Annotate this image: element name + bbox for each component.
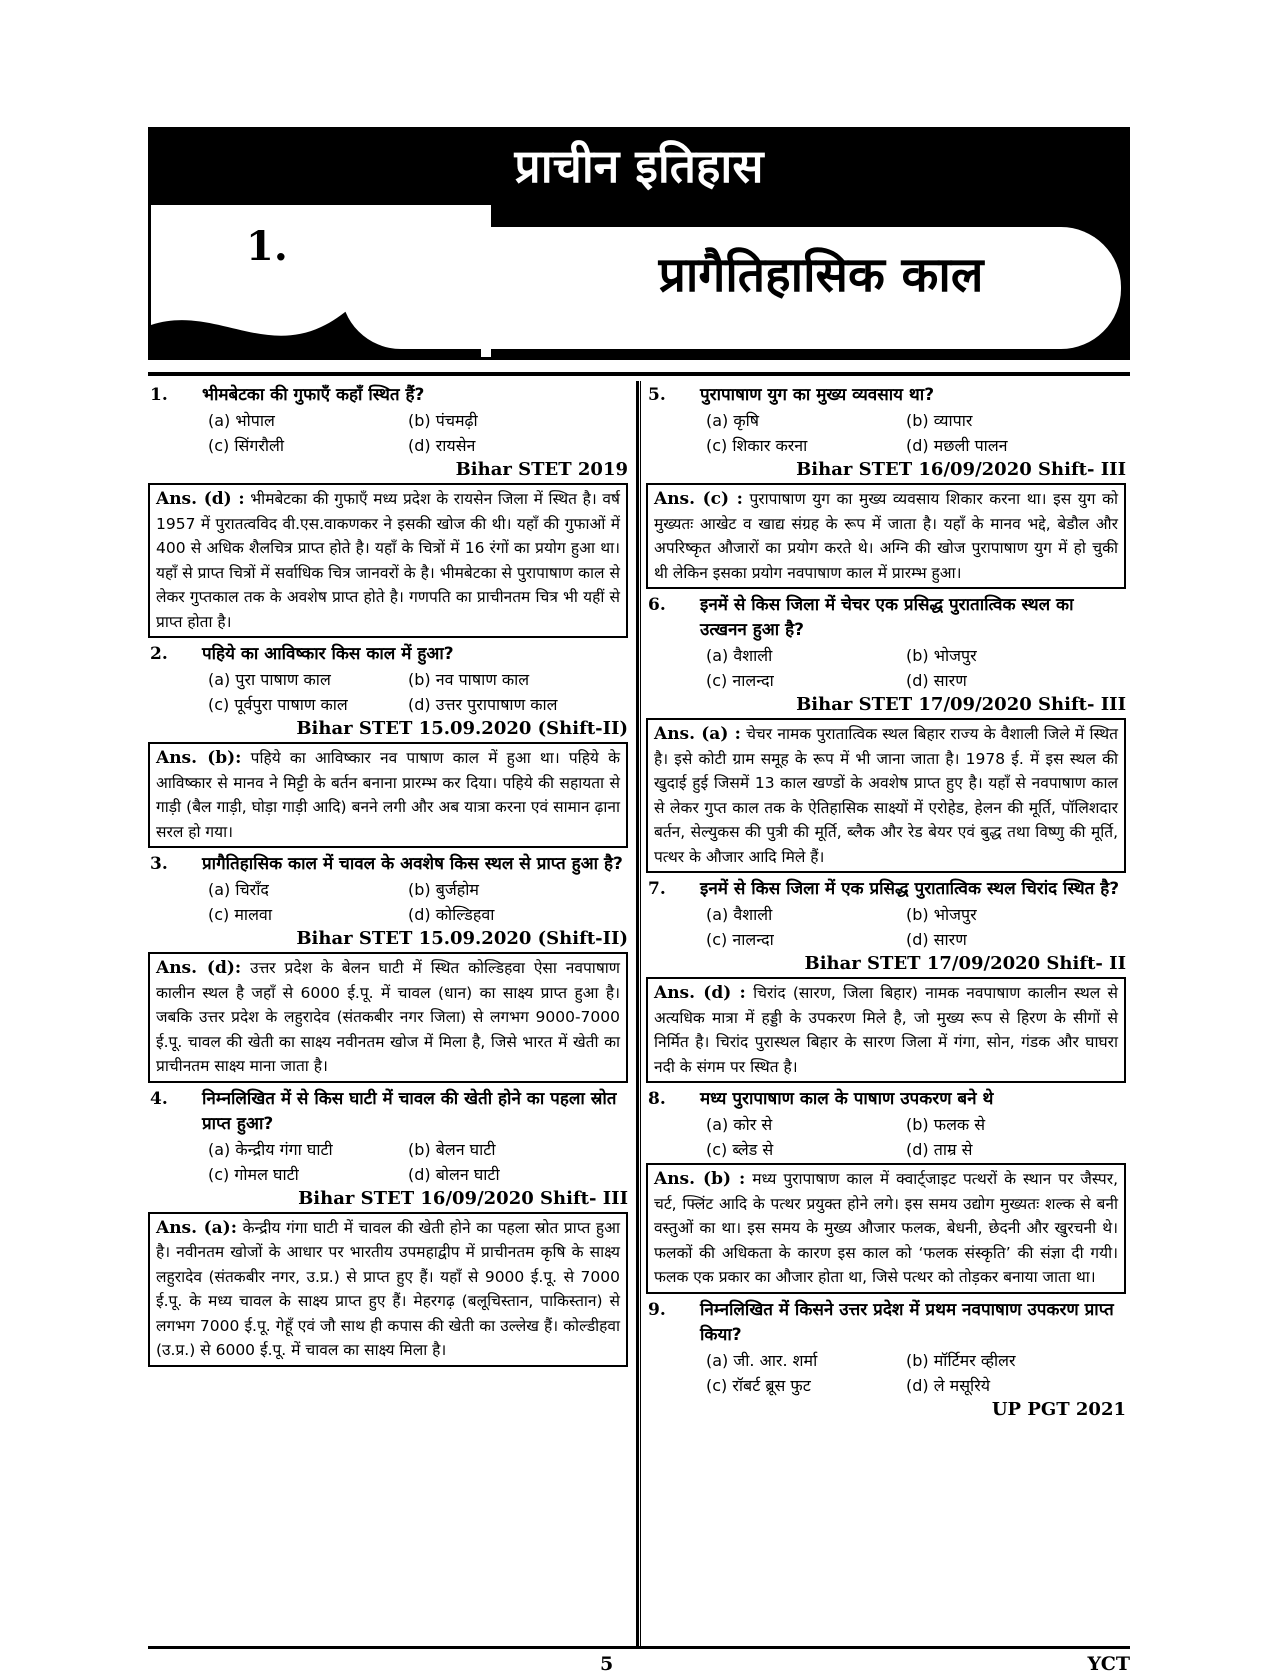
answer-box: Ans. (a) : चेचर नामक पुरातात्विक स्थल बिहार राज्य के वैशाली जिले में स्थित है। इसे कोटी ग्राम समूह के रूप में भी जाना जाता है। 1978 ई. में इस स्थल की खुदाई हुई जिसमें 13 काल खण्डों के अवशेष प्राप्त हुए है। यहाँ से नवपाषाण काल से लेकर गुप्त काल तक के ऐतिहासिक साक्ष्यों में एरोहेड, हेलन की मूर्ति, पॉलिशदार बर्तन, सेल्युकस की पुत्री की मूर्ति, ब्लैक और रेड बेयर एवं बुद्ध तथा विष्णु की मूर्ति, पत्थर के औजार आदि मिले हैं। xyxy=(646,718,1126,873)
bottom-rule xyxy=(148,1646,1130,1649)
chapter-number: 1. xyxy=(246,223,288,270)
top-rule xyxy=(148,372,1130,376)
answer-box: Ans. (b) : मध्य पुरापाषाण काल में क्वार्ट्जाइट पत्थरों के स्थान पर जैस्पर, चर्ट, फ्लिंट आदि के पत्थर प्रयुक्त होने लगे। इस समय उद्योग मुख्यतः शल्क से बनी वस्तुओं का था। इस समय के मुख्य औजार फलक, बेधनी, छेदनी और खुरचनी थे। फलकों की अधिकता के कारण इस काल को ‘फलक संस्कृति’ की संज्ञा दी गयी। फलक एक प्रकार का औजार होता था, जिसे पत्थर को तोड़कर बनाया जाता था। xyxy=(646,1163,1126,1294)
options: (a) कोर से (b) फलक से (c) ब्लेड से (d) ताम्र से xyxy=(706,1115,986,1159)
options: (a) वैशाली (b) भोजपुर (c) नालन्दा (d) सारण xyxy=(706,646,977,690)
question-source: Bihar STET 16/09/2020 Shift- III xyxy=(796,459,1126,480)
question: 8. मध्य पुरापाषाण काल के पाषाण उपकरण बने थे xyxy=(648,1089,994,1109)
options: (a) भोपाल (b) पंचमढ़ी (c) सिंगरौली (d) रायसेन xyxy=(208,411,478,455)
options: (a) कृषि (b) व्यापार (c) शिकार करना (d) मछली पालन xyxy=(706,411,1008,455)
question-source: Bihar STET 16/09/2020 Shift- III xyxy=(298,1187,628,1209)
question-source: Bihar STET 2019 xyxy=(455,459,628,480)
options: (a) वैशाली (b) भोजपुर (c) नालन्दा (d) सारण xyxy=(706,905,977,949)
question-source: Bihar STET 15.09.2020 (Shift-II) xyxy=(296,718,628,739)
answer-box: Ans. (b): पहिये का आविष्कार नव पाषाण काल में हुआ था। पहिये के आविष्कार से मानव ने मिट्टी के बर्तन बनाना प्रारम्भ कर दिया। पहिये की सहायता से गाड़ी (बैल गाड़ी, घोड़ा गाड़ी आदि) बनने लगी और अब यात्रा करना एवं सामान ढ़ाना सरल हो गया। xyxy=(148,742,628,848)
question-source: UP PGT 2021 xyxy=(991,1398,1126,1420)
right-column xyxy=(646,381,1126,1422)
options: (a) पुरा पाषाण काल (b) नव पाषाण काल (c) पूर्वपुरा पाषाण काल (d) उत्तर पुरापाषाण काल xyxy=(208,670,558,714)
options: (a) जी. आर. शर्मा (b) मॉर्टिमर व्हीलर (c) रॉबर्ट ब्रूस फुट (d) ले मसूरिये xyxy=(706,1350,1016,1395)
options: (a) चिराँद (b) बुर्जहोम (c) मालवा (d) कोल्डिहवा xyxy=(208,880,495,924)
answer-box: Ans. (c) : पुरापाषाण युग का मुख्य व्यवसाय शिकार करना था। इस युग को मुख्यतः आखेट व खाद्य संग्रह के रूप में जाता है। यहाँ के मानव भद्दे, बेडौल और अपरिष्कृत औजारों का प्रयोग करते थे। अग्नि की खोज पुरापाषाण युग में हो चुकी थी लेकिन इसका प्रयोग नवपाषाण काल में प्रारम्भ हुआ। xyxy=(646,483,1126,589)
answer-box: Ans. (d) : चिरांद (सारण, जिला बिहार) नामक नवपाषाण कालीन स्थल से अत्यधिक मात्रा में हड्डी के उपकरण मिले है, जो मुख्य रूप से हिरण के सीगों से निर्मित है। चिरांद पुरास्थल बिहार के सारण जिला में गंगा, सोन, गंडक और घाघरा नदी के संगम पर स्थित है। xyxy=(646,977,1126,1083)
left-column xyxy=(148,381,628,1371)
question: 3. प्रागैतिहासिक काल में चावल के अवशेष किस स्थल से प्राप्त हुआ है? xyxy=(150,854,623,874)
question: 1. भीमबेटका की गुफाएँ कहाँ स्थित हैं? xyxy=(150,385,425,405)
answer-box: Ans. (a): केन्द्रीय गंगा घाटी में चावल की खेती होने का पहला स्रोत प्राप्त हुआ है। नवीनतम खोजों के आधार पर भारतीय उपमहाद्वीप में प्राचीनतम कृषि के साक्ष्य लहुरादेव (संतकबीर नगर, उ.प्र.) से प्राप्त हुए हैं। यहाँ से 9000 ई.पू. से 7000 ई.पू. के मध्य चावल के साक्ष्य प्राप्त हुए हैं। मेहरगढ़ (बलूचिस्तान, पाकिस्तान) से लगभग 7000 ई.पू. गेहूँ एवं जौ साथ ही कपास की खेती का उल्लेख हैं। कोल्डीहवा (उ.प्र.) से 6000 ई.पू. में चावल का साक्ष्य मिला है। xyxy=(148,1212,628,1367)
publisher-brand: YCT xyxy=(1087,1653,1130,1675)
options: (a) केन्द्रीय गंगा घाटी (b) बेलन घाटी (c) गोमल घाटी (d) बोलन घाटी xyxy=(208,1139,500,1184)
question: 9. निम्नलिखित में किसने उत्तर प्रदेश में प्रथम नवपाषाण उपकरण प्राप्त किया? xyxy=(648,1299,1114,1345)
page xyxy=(148,127,1130,376)
chapter-title: प्रागैतिहासिक काल xyxy=(658,247,984,303)
answer-box: Ans. (d) : भीमबेटका की गुफाएँ मध्य प्रदेश के रायसेन जिला में स्थित है। वर्ष 1957 में पुरातत्वविद वी.एस.वाकणकर ने इसकी खोज की थी। यहाँ की गुफाओं में 400 से अधिक शैलचित्र प्राप्त होते है। यहाँ के चित्रों में 16 रंगों का प्रयोग हुआ था। यहाँ से प्राप्त चित्रों में सर्वाधिक चित्र जानवरों के है। भीमबेटका से पुरापाषाण काल से लेकर गुप्तकाल तक के अवशेष प्राप्त होते है। गणपति का प्राचीनतम चित्र भी यहीं से प्राप्त होता है। xyxy=(148,483,628,638)
question: 4. निम्नलिखित में से किस घाटी में चावल की खेती होने का पहला स्रोत प्राप्त हुआ? xyxy=(150,1088,617,1134)
chapter-header xyxy=(148,205,1130,360)
question-source: Bihar STET 17/09/2020 Shift- II xyxy=(804,953,1126,974)
question: 2. पहिये का आविष्कार किस काल में हुआ? xyxy=(150,644,454,664)
question: 5. पुरापाषाण युग का मुख्य व्यवसाय था? xyxy=(648,385,935,405)
question-source: Bihar STET 15.09.2020 (Shift-II) xyxy=(296,928,628,949)
section-banner: प्राचीन इतिहास xyxy=(148,127,1130,205)
question: 7. इनमें से किस जिला में एक प्रसिद्ध पुरातात्विक स्थल चिरांद स्थित है? xyxy=(648,879,1120,899)
column-divider xyxy=(636,381,639,1648)
page-number: 5 xyxy=(600,1653,614,1675)
question: 6. इनमें से किस जिला में चेचर एक प्रसिद्ध पुरातात्विक स्थल का उत्खनन हुआ है? xyxy=(648,595,1074,640)
answer-box: Ans. (d): उत्तर प्रदेश के बेलन घाटी में स्थित कोल्डिहवा ऐसा नवपाषाण कालीन स्थल है जहाँ से 6000 ई.पू. में चावल (धान) का साक्ष्य प्राप्त हुआ है। जबकि उत्तर प्रदेश के लहुरादेव (संतकबीर नगर जिला) से लगभग 9000-7000 ई.पू. चावल की खेती का साक्ष्य नवीनतम खोज में मिला है, जिसे भारत में खेती का प्राचीनतम साक्ष्य माना जाता है। xyxy=(148,952,628,1083)
question-source: Bihar STET 17/09/2020 Shift- III xyxy=(796,694,1126,715)
